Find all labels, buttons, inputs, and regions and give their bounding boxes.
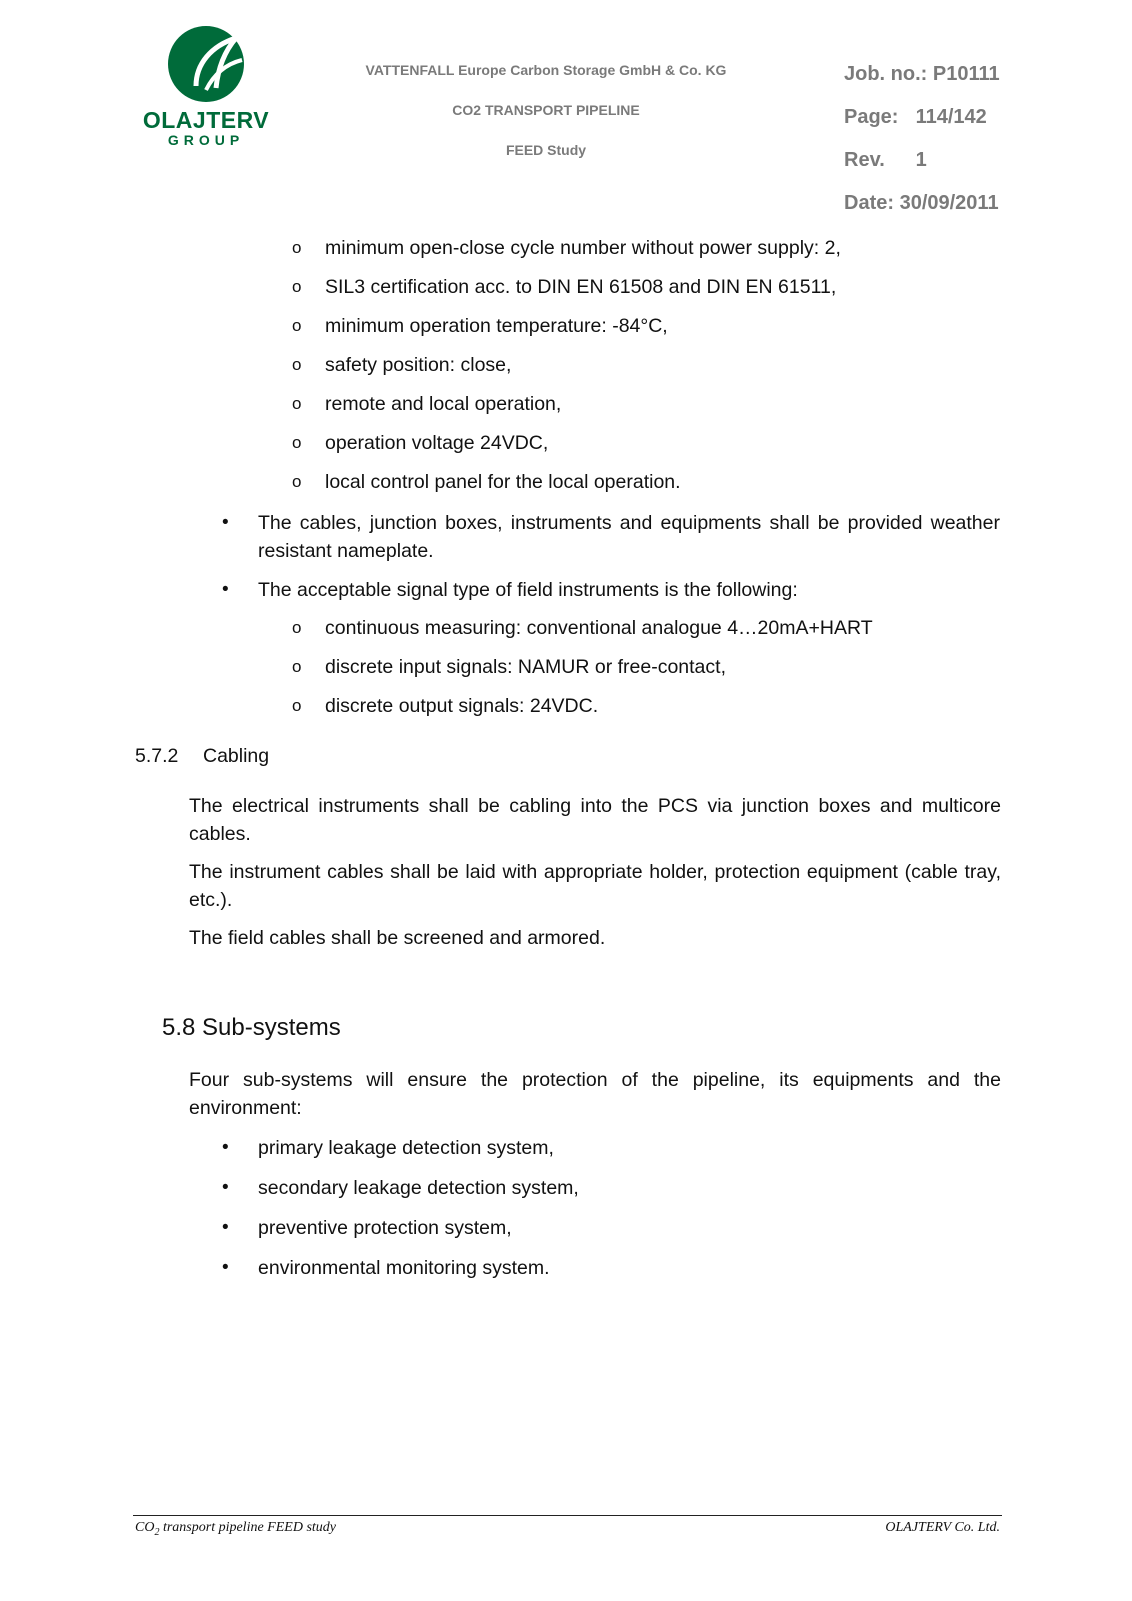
circle-bullet-icon: o xyxy=(292,394,302,413)
circle-bullet-icon: o xyxy=(292,618,302,637)
circle-bullet-icon: o xyxy=(292,277,302,296)
list-item: • environmental monitoring system. xyxy=(222,1254,1000,1282)
revision-row xyxy=(844,146,1000,189)
bullet-icon: • xyxy=(222,1177,229,1198)
bullet-icon: • xyxy=(222,1217,229,1238)
section-title: Cabling xyxy=(203,745,270,767)
revision-value: 1 xyxy=(915,149,927,171)
olajterv-logo xyxy=(142,24,270,154)
project-name: CO2 TRANSPORT PIPELINE xyxy=(452,102,640,118)
date-label: Date: xyxy=(844,192,895,214)
study-name: FEED Study xyxy=(505,142,587,158)
page-row xyxy=(844,103,1000,146)
logo-subtitle: GROUP xyxy=(167,132,245,148)
circle-bullet-icon: o xyxy=(292,696,302,715)
paragraph: The field cables shall be screened and armored. xyxy=(189,927,606,949)
footer-company: OLAJTERV Co. Ltd. xyxy=(885,1520,1000,1535)
page-value: 114/142 xyxy=(915,106,987,128)
revision-label: Rev. xyxy=(844,149,885,171)
list-item: • The acceptable signal type of field instruments is the following: xyxy=(222,576,1000,604)
bullet-icon: • xyxy=(222,1257,229,1278)
circle-bullet-icon: o xyxy=(292,433,302,452)
logo-wordmark: OLAJTERV xyxy=(142,107,270,133)
olajterv-leaf-icon xyxy=(166,24,246,104)
list-item: • The cables, junction boxes, instruments and equipments shall be provided weather resistant nameplate. xyxy=(222,509,1000,565)
bullet-icon: • xyxy=(222,579,229,600)
circle-bullet-icon: o xyxy=(292,657,302,676)
circle-bullet-icon: o xyxy=(292,238,302,257)
header-center xyxy=(330,58,762,178)
bullet-icon: • xyxy=(222,1137,229,1158)
section-number: 5.7.2 xyxy=(135,745,179,767)
list-item: • primary leakage detection system, xyxy=(222,1134,1000,1162)
list-item: • preventive protection system, xyxy=(222,1214,1000,1242)
date-row xyxy=(844,189,1000,232)
job-number-label: Job. no.: xyxy=(844,63,928,85)
paragraph: The instrument cables shall be laid with appropriate holder, protection equipment (cable tray, etc.). xyxy=(189,861,1001,911)
job-number-value: P10111 xyxy=(932,63,1000,85)
date-value: 30/09/2011 xyxy=(899,192,999,214)
paragraph: The electrical instruments shall be cabling into the PCS via junction boxes and multicore cables. xyxy=(189,795,1001,845)
page-label: Page: xyxy=(844,106,899,128)
header-meta xyxy=(844,60,1000,232)
section-heading: 5.8 Sub-systems xyxy=(162,1014,341,1041)
circle-bullet-icon: o xyxy=(292,316,302,335)
footer-title: $CO_2$ transport pipeline FEED study xyxy=(135,1520,336,1538)
bullet-icon: • xyxy=(222,512,229,533)
company-name: VATTENFALL Europe Carbon Storage GmbH & Co. KG xyxy=(365,62,727,78)
circle-bullet-icon: o xyxy=(292,355,302,374)
list-item: • secondary leakage detection system, xyxy=(222,1174,1000,1202)
footer-divider xyxy=(133,1515,1002,1516)
job-number-row xyxy=(844,60,1000,103)
paragraph: Four sub-systems will ensure the protection of the pipeline, its equipments and the environment: xyxy=(189,1069,1001,1119)
circle-bullet-icon: o xyxy=(292,472,302,491)
